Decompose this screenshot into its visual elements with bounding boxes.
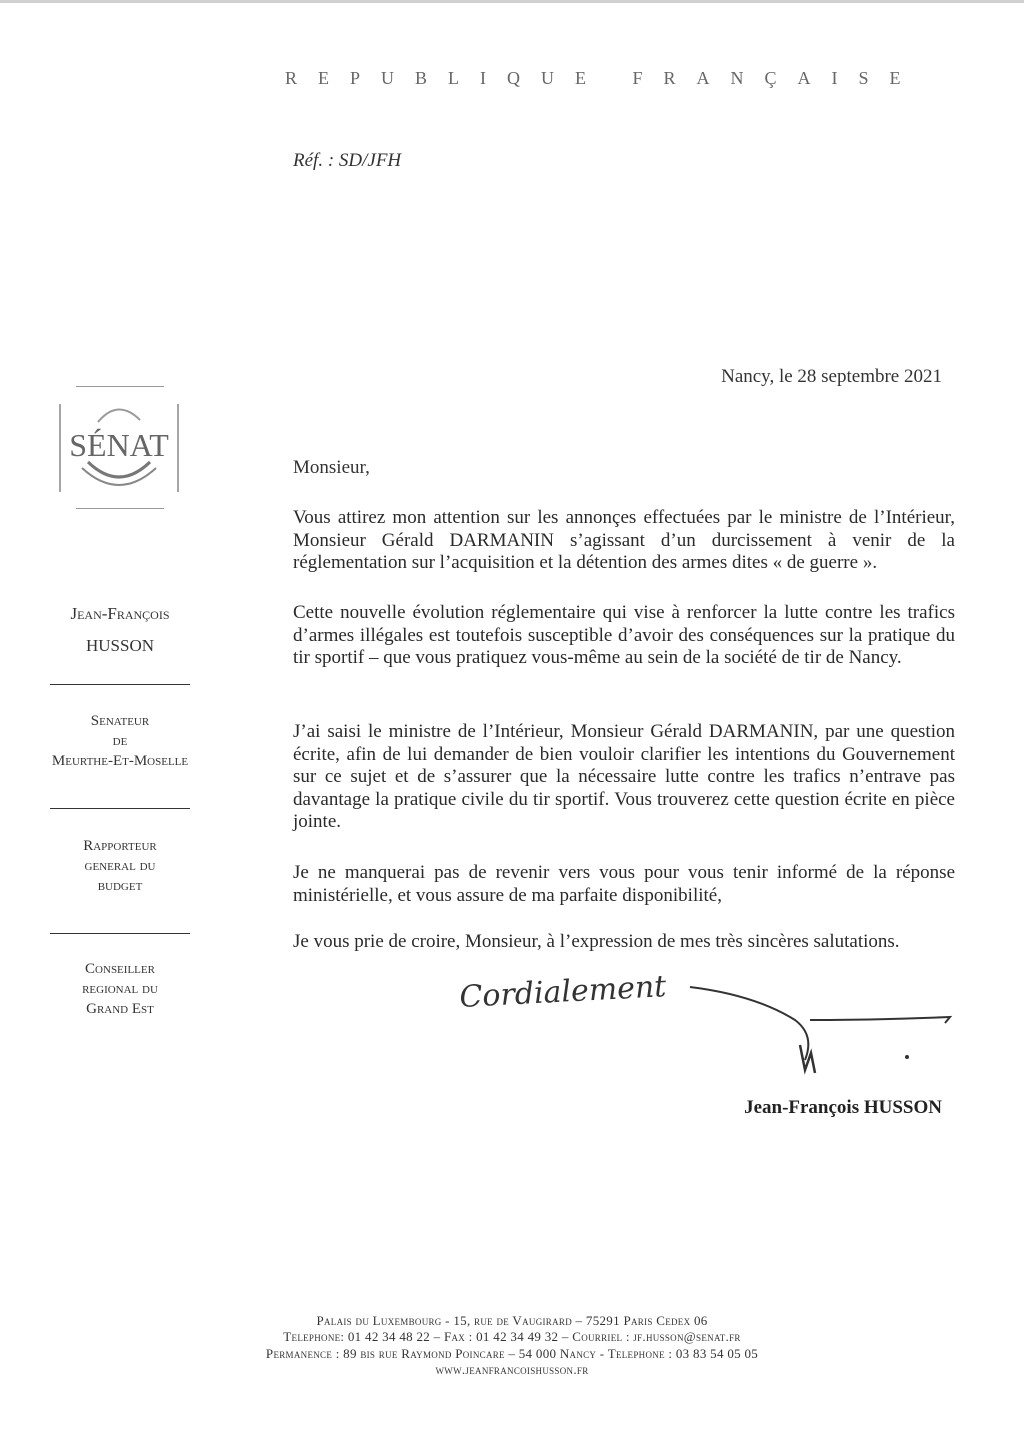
signature-graphic	[455, 965, 965, 1085]
sidebar-divider	[50, 933, 190, 934]
senat-logo-text: SÉNAT	[69, 427, 169, 463]
sidebar-lastname: HUSSON	[85, 636, 155, 655]
salutation: Monsieur,	[293, 457, 370, 478]
role-line: Grand Est	[86, 1001, 154, 1017]
sidebar-role-rapporteur	[25, 836, 215, 896]
handwritten-signature	[455, 965, 965, 1085]
handwritten-cordialement: Cordialement	[458, 969, 668, 1015]
letter-date: Nancy, le 28 septembre 2021	[721, 366, 942, 387]
logo-rule-top	[76, 386, 164, 387]
sidebar-name	[25, 598, 215, 662]
paragraph-2: Cette nouvelle évolution réglementaire qui vise à renforcer la lutte contre les trafics d’armes illégales est toutefois susceptible d’avoir des conséquences sur la pratique du tir sportif – que vous pratiquez vous-même au sein de la société de tir de Nancy.	[293, 602, 955, 668]
footer-website: www.jeanfrancoishusson.fr	[435, 1362, 589, 1377]
signer-name: Jean-François HUSSON	[744, 1097, 942, 1118]
paragraph-4: Je ne manquerai pas de revenir vers vous pour vous tenir informé de la réponse ministérielle, et vous assure de ma parfaite disponibilité,	[293, 862, 955, 906]
role-line: Senateur	[90, 713, 150, 729]
sidebar-firstname: Jean-François	[70, 604, 170, 623]
footer-address: Palais du Luxembourg - 15, rue de Vaugirard – 75291 Paris Cedex 06	[316, 1313, 708, 1328]
role-line: Meurthe-Et-Moselle	[51, 753, 189, 769]
role-line: general du	[84, 858, 156, 874]
closing-formula: Je vous prie de croire, Monsieur, à l’expression de mes très sincères salutations.	[293, 931, 900, 952]
sidebar-role-senator	[25, 711, 215, 771]
sidebar-divider	[50, 808, 190, 809]
letterhead-republique: REPUBLIQUE FRANÇAISE	[285, 68, 922, 88]
role-line: Conseiller	[85, 961, 155, 977]
paragraph-3: J’ai saisi le ministre de l’Intérieur, Monsieur Gérald DARMANIN, par une question écrite, afin de lui demander de bien vouloir clarifier les intentions du Gouvernement sur ce sujet et de s’assurer que la nécessaire lutte contre les trafics n’entrave pas davantage la pratique civile du tir sportif. Vous trouverez cette question écrite en pièce jointe.	[293, 721, 955, 832]
scan-edge	[0, 0, 1024, 3]
footer-permanence: Permanence : 89 bis rue Raymond Poincare – 54 000 Nancy - Telephone : 03 83 54 05 05	[265, 1346, 759, 1361]
role-line: Rapporteur	[83, 838, 157, 854]
role-line: de	[112, 733, 128, 749]
footer-contact: Telephone: 01 42 34 48 22 – Fax : 01 42 34 49 32 – Courriel : jf.husson@senat.fr	[283, 1329, 741, 1344]
senat-logo	[58, 400, 180, 496]
paragraph-1: Vous attirez mon attention sur les annonçes effectuées par le ministre de l’Intérieur, Monsieur Gérald DARMANIN s’agissant d’un durcissement à venir de la réglementation sur l’acquisition et la détention des armes dites « de guerre ».	[293, 507, 955, 573]
role-line: budget	[97, 878, 143, 894]
sidebar-role-conseiller	[25, 959, 215, 1019]
logo-rule-bottom	[76, 508, 164, 509]
reference: Réf. : SD/JFH	[293, 150, 402, 171]
role-line: regional du	[82, 981, 158, 997]
senat-logo-graphic	[58, 400, 180, 496]
sidebar-divider	[50, 684, 190, 685]
